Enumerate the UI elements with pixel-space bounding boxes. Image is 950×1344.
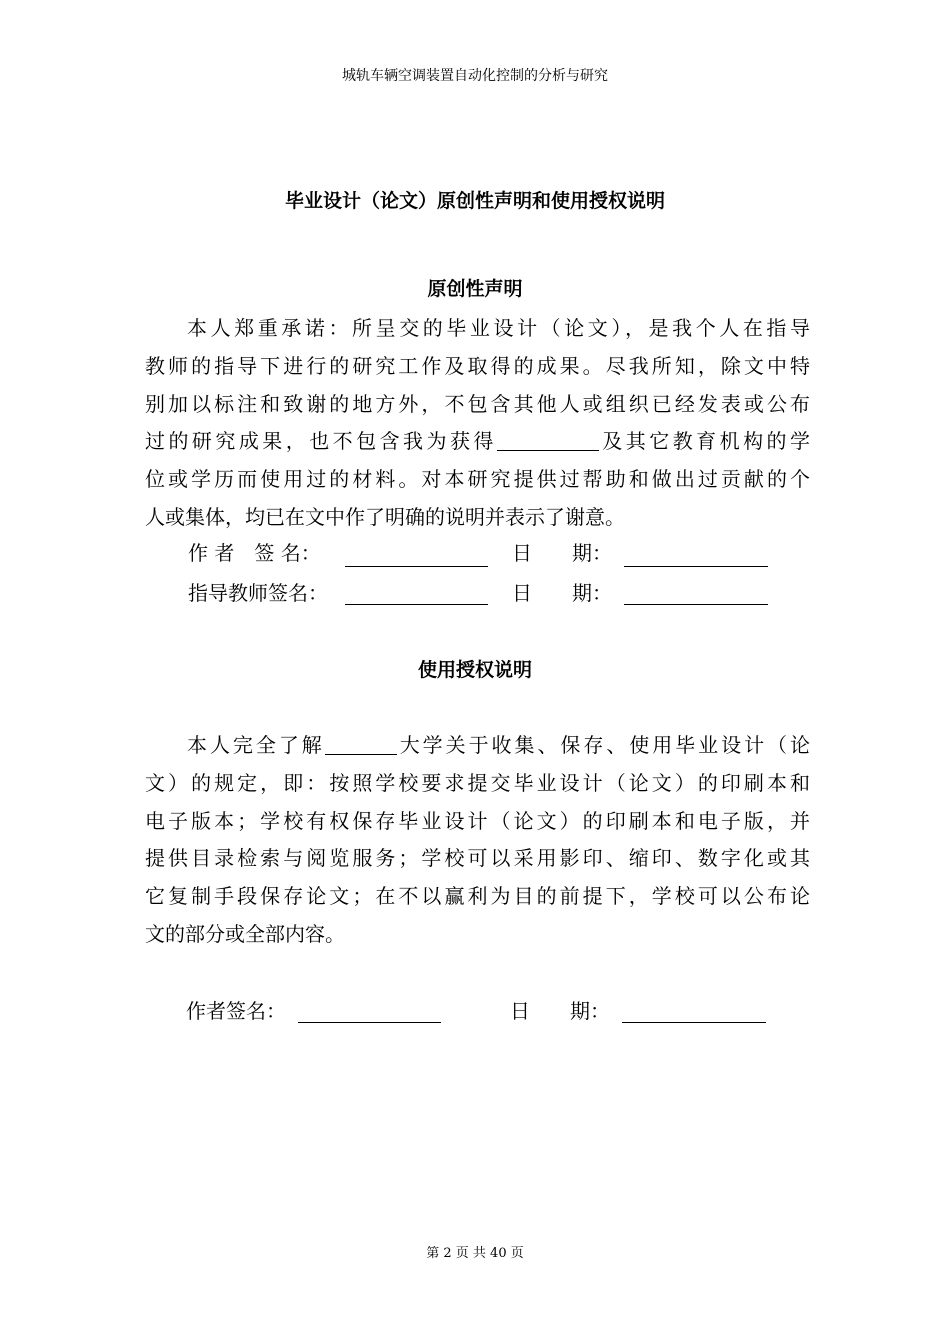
paragraph-line: 教师的指导下进行的研究工作及取得的成果。尽我所知，除文中特 [145,353,810,378]
advisor-signature-field[interactable] [345,604,488,605]
page-title: 毕业设计（论文）原创性声明和使用授权说明 [284,190,665,212]
author-signature-label: 作 者 签 名： [188,541,321,565]
paragraph-line: 提供目录检索与阅览服务；学校可以采用影印、缩印、数字化或其 [145,846,810,871]
authorization-date-label: 日 期： [510,999,610,1023]
line-text-after-blank: 及其它教育机构的学 [598,429,810,454]
line-text-before-blank: 本人完全了解 [187,733,325,757]
paragraph-line: 人或集体，均已在文中作了明确的说明并表示了谢意。 [145,504,625,529]
paragraph-line-with-blank [145,423,810,461]
line-text-before-blank: 过的研究成果，也不包含我为获得 [145,429,497,454]
authorization-heading: 使用授权说明 [417,659,532,681]
originality-paragraph [145,310,810,537]
paragraph-line: 文）的规定，即：按照学校要求提交毕业设计（论文）的印刷本和 [145,770,810,795]
paragraph-line: 位或学历而使用过的材料。对本研究提供过帮助和做出过贡献的个 [145,467,810,492]
line-text-after-blank: 大学关于收集、保存、使用毕业设计（论 [396,733,810,757]
authorization-author-signature-label: 作者签名： [186,999,286,1023]
author-date-field[interactable] [624,566,768,567]
advisor-date-field[interactable] [624,604,768,605]
paragraph-line: 本人郑重承诺：所呈交的毕业设计（论文），是我个人在指导 [187,316,810,340]
page-number: 第 2 页 共 40 页 [426,1246,524,1261]
author-signature-field[interactable] [345,566,488,567]
advisor-signature-label: 指导教师签名： [188,581,328,605]
paragraph-line: 电子版本；学校有权保存毕业设计（论文）的印刷本和电子版，并 [145,808,810,833]
author-date-label: 日 期： [512,541,612,565]
running-header: 城轨车辆空调装置自动化控制的分析与研究 [342,68,608,84]
authorization-paragraph [145,727,810,954]
paragraph-line: 它复制手段保存论文；在不以赢利为目的前提下，学校可以公布论 [145,884,810,909]
authorization-date-field[interactable] [622,1022,766,1023]
originality-heading: 原创性声明 [427,278,523,300]
paragraph-line: 文的部分或全部内容。 [145,921,345,946]
university-blank-field[interactable] [325,734,397,755]
paragraph-line: 别加以标注和致谢的地方外，不包含其他人或组织已经发表或公布 [145,391,810,416]
advisor-date-label: 日 期： [512,581,612,605]
degree-blank-field[interactable] [497,430,599,451]
paragraph-line-with-blank [145,727,810,765]
authorization-author-signature-field[interactable] [298,1022,441,1023]
